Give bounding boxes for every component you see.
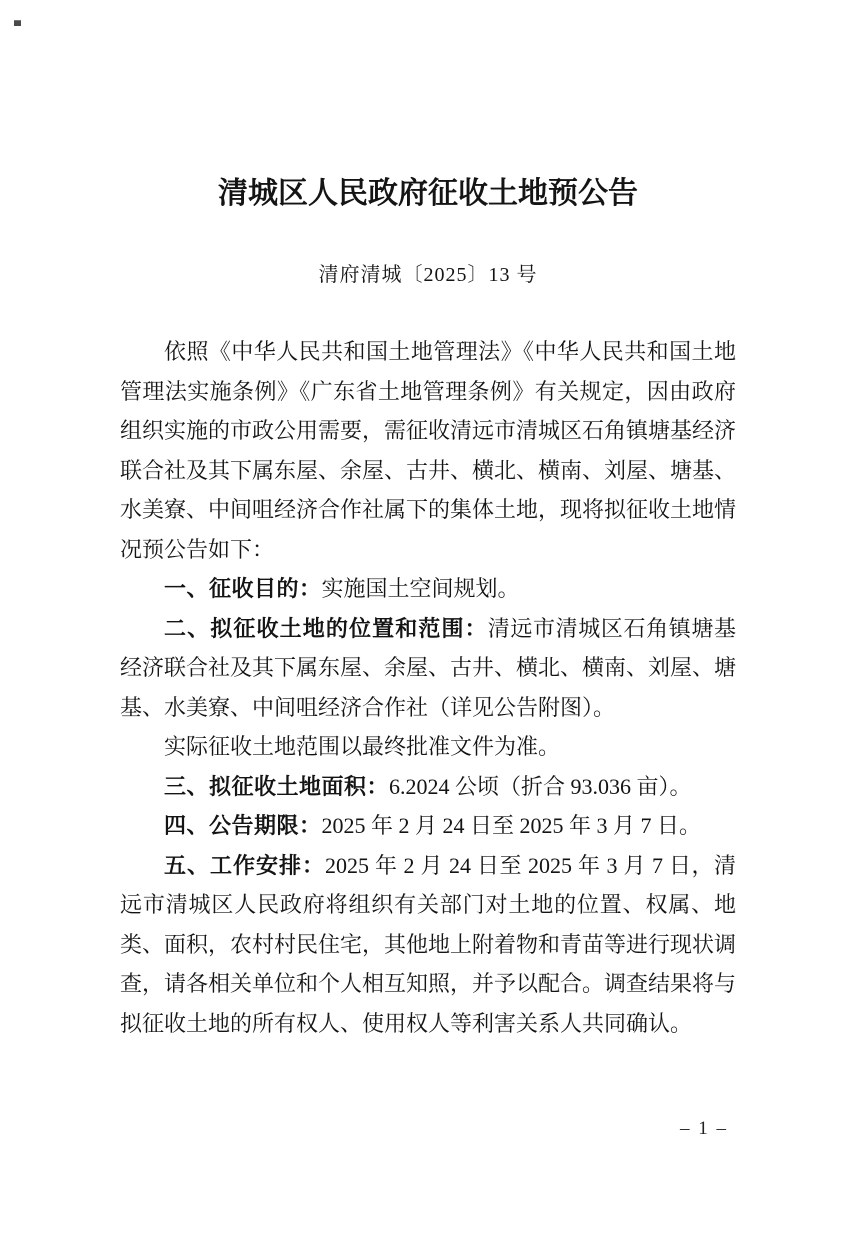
paragraph-label: 三、拟征收土地面积：: [164, 773, 390, 799]
paragraph-text: 2025 年 2 月 24 日至 2025 年 3 月 7 日。: [321, 813, 702, 838]
document-title: 清城区人民政府征收土地预公告: [218, 177, 638, 210]
paragraph-label: 二、拟征收土地的位置和范围：: [164, 615, 488, 641]
paragraph-text: 实际征收土地范围以最终批准文件为准。: [164, 734, 561, 759]
paragraph-text: 实施国土空间规划。: [321, 576, 520, 601]
paragraph-work-arrangement: [120, 846, 736, 1044]
page-number: – 1 –: [680, 1118, 728, 1139]
paragraph-text: 6.2024 公顷（折合 93.036 亩）。: [389, 773, 692, 799]
paragraph-land-area: [120, 767, 736, 807]
paragraph-label: 五、工作安排：: [164, 852, 325, 878]
paragraph-location-scope: [120, 609, 736, 728]
paragraph-final-approval-note: [120, 727, 736, 767]
paragraph-text: 2025 年 2 月 24 日至 2025 年 3 月 7 日，清远市清城区人民政府将组织有关部门对土地的位置、权属、地类、面积，农村村民住宅，其他地上附着物和青苗等进行现状调查，请各相关单位和个人相互知照，并予以配合。调查结果将与拟征收土地的所有权人、使用权人等利害关系人共同确认。: [120, 852, 737, 1036]
paragraph-text: 清远市清城区石角镇塘基经济联合社及其下属东屋、余屋、古井、横北、横南、刘屋、塘基、水美寮、中间咀经济合作社（详见公告附图）。: [120, 615, 737, 720]
paragraph-legal-basis: [120, 332, 736, 569]
scan-artifact: [14, 20, 21, 26]
document-body: [120, 332, 736, 1043]
document-number: 清府清城〔2025〕13 号: [318, 264, 538, 286]
paragraph-label: 四、公告期限：: [164, 813, 322, 838]
paragraph-announcement-period: [120, 806, 736, 846]
paragraph-purpose: [120, 569, 736, 609]
paragraph-label: 一、征收目的：: [164, 576, 322, 601]
paragraph-text: 依照《中华人民共和国土地管理法》《中华人民共和国土地管理法实施条例》《广东省土地管理条例》有关规定，因由政府组织实施的市政公用需要，需征收清远市清城区石角镇塘基经济联合社及其下属东屋、余屋、古井、横北、横南、刘屋、塘基、水美寮、中间咀经济合作社属下的集体土地，现将拟征收土地情况预公告如下：: [120, 339, 737, 562]
